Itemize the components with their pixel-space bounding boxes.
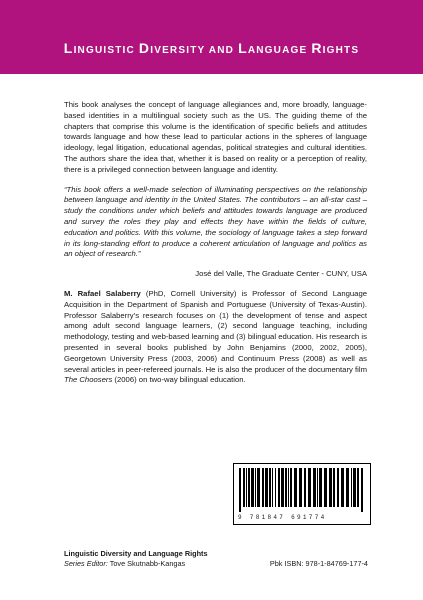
barcode-bar [304,468,306,507]
barcode-bar [251,468,254,507]
isbn-text: Pbk ISBN: 978-1-84769-177-4 [269,559,368,568]
isbn-barcode [233,463,371,525]
barcode-bar [262,468,264,507]
barcode-bar [313,468,316,507]
barcode-bar [308,468,311,507]
barcode-bars [239,468,365,512]
barcode-bar [299,468,302,507]
barcode-bar [255,468,256,507]
series-title-part: IGHTS [322,45,360,56]
barcode-bar [269,468,271,507]
series-title-part: IVERSITY AND [150,45,239,56]
series-footer [64,549,208,569]
barcode-bar [246,468,247,507]
barcode-bar [243,468,245,507]
footer-series-name: Linguistic Diversity and Language Rights [64,549,208,558]
series-title-part: L [238,40,248,56]
bio-text-end: (2006) on two-way bilingual education. [112,375,246,385]
book-description: This book analyses the concept of language allegiances and, more broadly, language-based identities in a multilingual society such as the US. The guiding theme of the chapters that comprise this volume is the identification of specific beliefs and attitudes towards language and how these lead to particular actions in the spheres of language ideology, legal litigation, educational agendas, political strategies and cultural identities. The authors share the idea that, whether it is based on reality or a perception of reality, there is a privileged connection between language and identity. [64,100,367,174]
quote-attribution: José del Valle, The Graduate Center - CUNY, USA [195,269,367,279]
series-title [0,40,423,56]
barcode-bar [257,468,260,507]
film-title: The Choosers [64,375,113,385]
barcode-bar [290,468,292,507]
barcode-bar [265,468,268,507]
barcode-bar [285,468,287,507]
series-editor-name: Tove Skutnabb-Kangas [107,559,186,568]
series-title-part: D [138,40,151,56]
back-cover-text [64,100,367,395]
series-banner [0,0,423,74]
series-editor-label: Series Editor: [64,559,108,568]
barcode-bar [275,468,276,507]
barcode-bar [324,468,327,507]
barcode-bar [341,468,344,507]
barcode-bar [351,468,352,507]
series-title-part: L [63,40,74,56]
barcode-bar [288,468,289,507]
series-title-part: INGUISTIC [73,45,139,56]
series-title-part: ANGUAGE [247,45,312,56]
barcode-bar [333,468,335,507]
barcode-bar [346,468,349,507]
barcode-bar [272,468,273,507]
barcode-bar [317,468,318,507]
barcode-bar [319,468,322,507]
barcode-bar [281,468,284,507]
endorsement-quote: “This book offers a well-made selection of illuminating perspectives on the relationship between language and identity in the United States. The contributors – an all-star cast – study the conditions under which beliefs and attitudes towards language are produced and survey the roles they play and effects they have within the fields of culture, education and politics. With this volume, the sociology of language takes a step forward in its long-standing effort to produce a coherent articulation of language and politics as an object of research.” [64,184,367,259]
barcode-bar [239,468,241,512]
barcode-digits: 9 781847 691774 [238,514,327,521]
author-bio [64,289,367,386]
series-title-part: R [311,40,323,56]
barcode-bar [294,468,297,507]
barcode-bar [337,468,339,507]
barcode-bar [329,468,332,507]
author-name: M. Rafael Salaberry [64,288,141,298]
barcode-bar [361,468,363,512]
barcode-bar [248,468,250,507]
barcode-bar [357,468,359,507]
barcode-bar [353,468,356,507]
bio-text: (PhD, Cornell University) is Professor of Second Language Acquisition in the Department of Spanish and Portuguese (University of Texas-Austin). Professor Salaberry’s research focuses on (1) the development of tense and aspect among adult second language learners, (2) second language teaching, including methodology, testing and web-based learning and (3) bilingual education. His research is presented in several books published by John Benjamins (2000, 2002, 2005), Georgetown University Press (2003, 2006) and Continuum Press (2008) as well as several articles in peer-refereed journals. He is also the producer of the documentary film [64,288,367,374]
barcode-bar [278,468,280,507]
